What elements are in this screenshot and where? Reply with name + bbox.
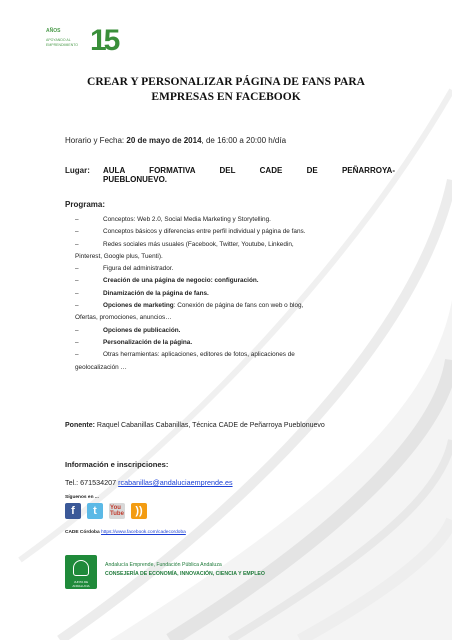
info-heading: Información e inscripciones: xyxy=(65,460,169,469)
list-item-continued: geolocalización … xyxy=(75,363,127,371)
cade-facebook-link[interactable]: https://www.facebook.com/cadecordoba xyxy=(101,530,186,535)
list-item: – Creación de una página de negocio: configuración. xyxy=(75,277,259,285)
junta-logo-text: JUNTA DE ANDALUCIA xyxy=(72,580,90,588)
list-item: – Conceptos: Web 2.0, Social Media Marketing y Storytelling. xyxy=(75,216,271,223)
cade-link-line xyxy=(65,530,186,535)
footer-institutional xyxy=(65,555,365,595)
schedule-line xyxy=(65,136,286,145)
rss-icon[interactable]: )) xyxy=(131,503,147,519)
location-block xyxy=(65,166,395,184)
list-item: – Opciones de publicación. xyxy=(75,326,181,334)
list-item: – Otras herramientas: aplicaciones, editores de fotos, aplicaciones de xyxy=(75,351,295,359)
contact-line xyxy=(65,478,233,487)
schedule-time: , de 16:00 a 20:00 h/día xyxy=(201,136,287,145)
footer-line-1: Andalucía Emprende, Fundación Pública Andaluza xyxy=(105,562,222,568)
junta-andalucia-logo xyxy=(65,555,97,589)
speaker-value: Raquel Cabanillas Cabanillas, Técnica CADE de Peñarroya Pueblonuevo xyxy=(96,422,325,429)
follow-us-label: Síguenos en ... xyxy=(65,495,99,500)
speaker-label: Ponente: xyxy=(65,422,95,429)
list-item: – Figura del administrador. xyxy=(75,265,174,273)
title-line-2: EMPRESAS EN FACEBOOK xyxy=(151,91,301,103)
location-value-2: PUEBLONUEVO. xyxy=(103,175,168,184)
footer-text xyxy=(105,561,265,579)
location-label: Lugar: xyxy=(65,166,90,175)
logo-mark: 15 xyxy=(90,24,118,57)
list-item-continued: Ofertas, promociones, anuncios… xyxy=(75,314,172,322)
cade-label: CADE Córdoba xyxy=(65,530,100,535)
logo-anos: AÑOS xyxy=(46,28,61,34)
schedule-label: Horario y Fecha: xyxy=(65,136,125,145)
shield-icon xyxy=(73,560,89,576)
phone-text: Tel.: 671534207 xyxy=(65,478,117,487)
speaker-block xyxy=(65,420,365,432)
footer-line-2: CONSEJERÍA DE ECONOMÍA, INNOVACIÓN, CIENCIA Y EMPLEO xyxy=(105,571,265,577)
list-item: – Personalización de la página. xyxy=(75,338,193,346)
list-item: – Redes sociales más usuales (Facebook, Twitter, Youtube, Linkedin, xyxy=(75,240,294,248)
list-item-continued: Pinterest, Google plus, Tuenti). xyxy=(75,252,163,260)
twitter-icon[interactable]: t xyxy=(87,503,103,519)
list-item: – Conceptos básicos y diferencias entre perfil individual y página de fans. xyxy=(75,228,306,236)
email-link[interactable]: rcabanillas@andaluciaemprende.es xyxy=(118,478,233,487)
list-item: – Opciones de marketing: Conexión de página de fans con web o blog, xyxy=(75,302,304,310)
cade-anniversary-logo xyxy=(46,24,124,68)
program-list xyxy=(65,214,385,374)
youtube-icon[interactable]: You Tube xyxy=(110,505,124,517)
page-title xyxy=(40,75,412,105)
facebook-icon[interactable]: f xyxy=(65,503,81,519)
logo-subtitle: APOYANDO AL EMPRENDIMIENTO xyxy=(46,38,79,47)
list-item: – Dinamización de la página de fans. xyxy=(75,289,209,297)
location-value-1: AULA FORMATIVA DEL CADE DE PEÑARROYA- xyxy=(103,166,395,175)
social-icons xyxy=(65,503,147,519)
title-line-1: CREAR Y PERSONALIZAR PÁGINA DE FANS PARA xyxy=(87,76,365,88)
program-heading: Programa: xyxy=(65,200,106,209)
schedule-date: 20 de mayo de 2014 xyxy=(126,136,202,145)
